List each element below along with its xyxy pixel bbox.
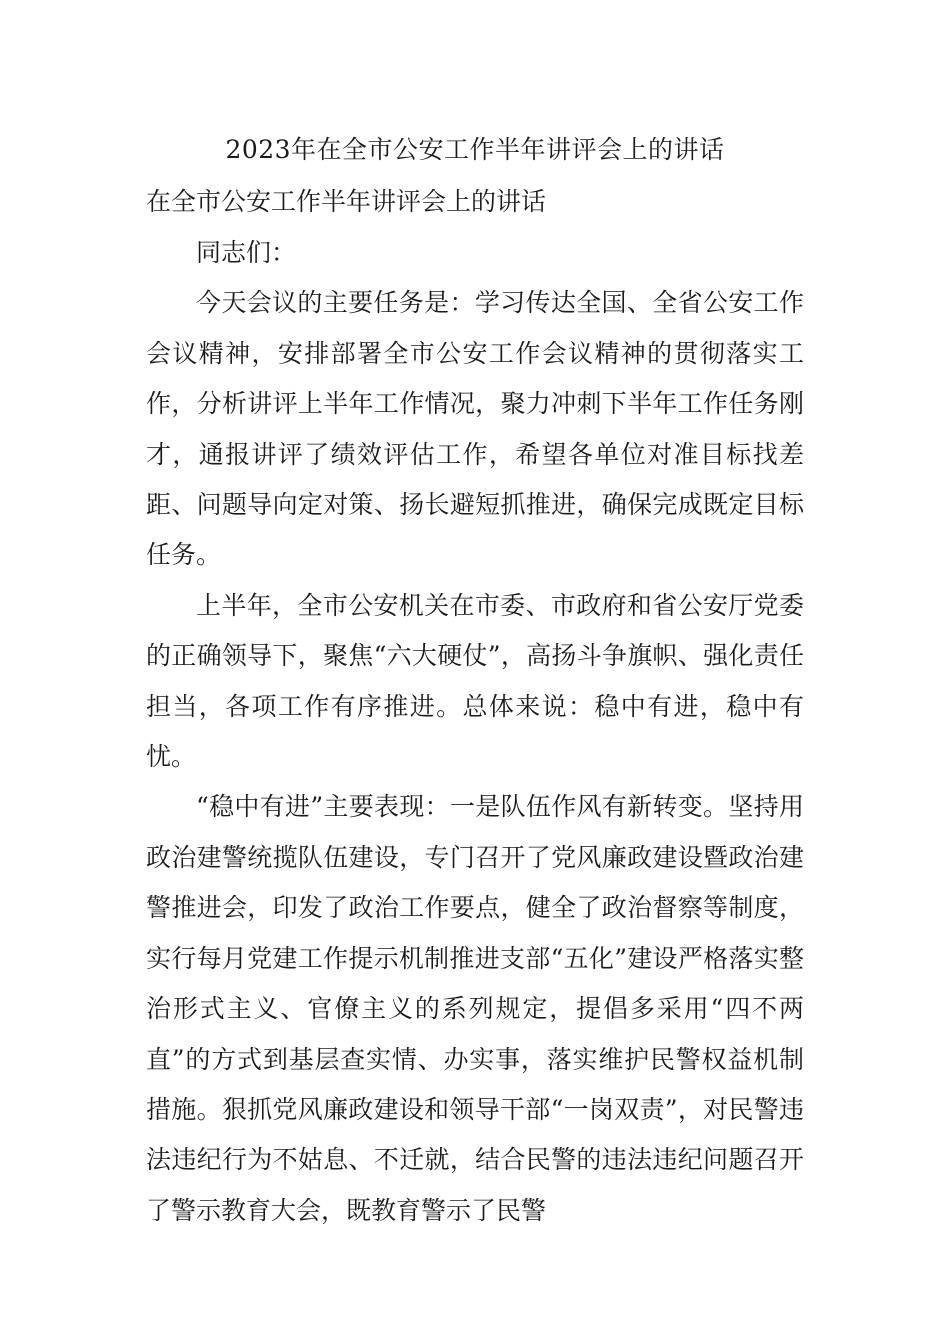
document-title: 2023年在全市公安工作半年讲评会上的讲话 [225,135,725,164]
salutation-paragraph: 同志们： [196,238,297,267]
document-subtitle: 在全市公安工作半年讲评会上的讲话 [146,187,547,216]
body-paragraph: 上半年，全市公安机关在市委、市政府和省公安厅党委的正确领导下，聚焦“六大硬仗”，高扬斗争旗帜、强化责任担当，各项工作有序推进。总体来说：稳中有进，稳中有忧。 [146,590,804,772]
body-paragraph: 今天会议的主要任务是：学习传达全国、全省公安工作会议精神，安排部署全市公安工作会议精神的贯彻落实工作，分析讲评上半年工作情况，聚力冲刺下半年工作任务刚才，通报讲评了绩效评估工作，希望各单位对准目标找差距、问题导向定对策、扬长避短抓推进，确保完成既定目标任务。 [146,288,804,570]
body-paragraph: “稳中有进”主要表现：一是队伍作风有新转变。坚持用政治建警统揽队伍建设，专门召开了党风廉政建设暨政治建警推进会，印发了政治工作要点，健全了政治督察等制度，实行每月党建工作提示机制推进支部“五化”建设严格落实整治形式主义、官僚主义的系列规定，提倡多采用“四不两直”的方式到基层查实情、办实事，落实维护民警权益机制措施。狠抓党风廉政建设和领导干部“一岗双责”，对民警违法违纪行为不姑息、不迁就，结合民警的违法违纪问题召开了警示教育大会，既教育警示了民警 [146,792,804,1225]
document-body [146,228,804,1236]
